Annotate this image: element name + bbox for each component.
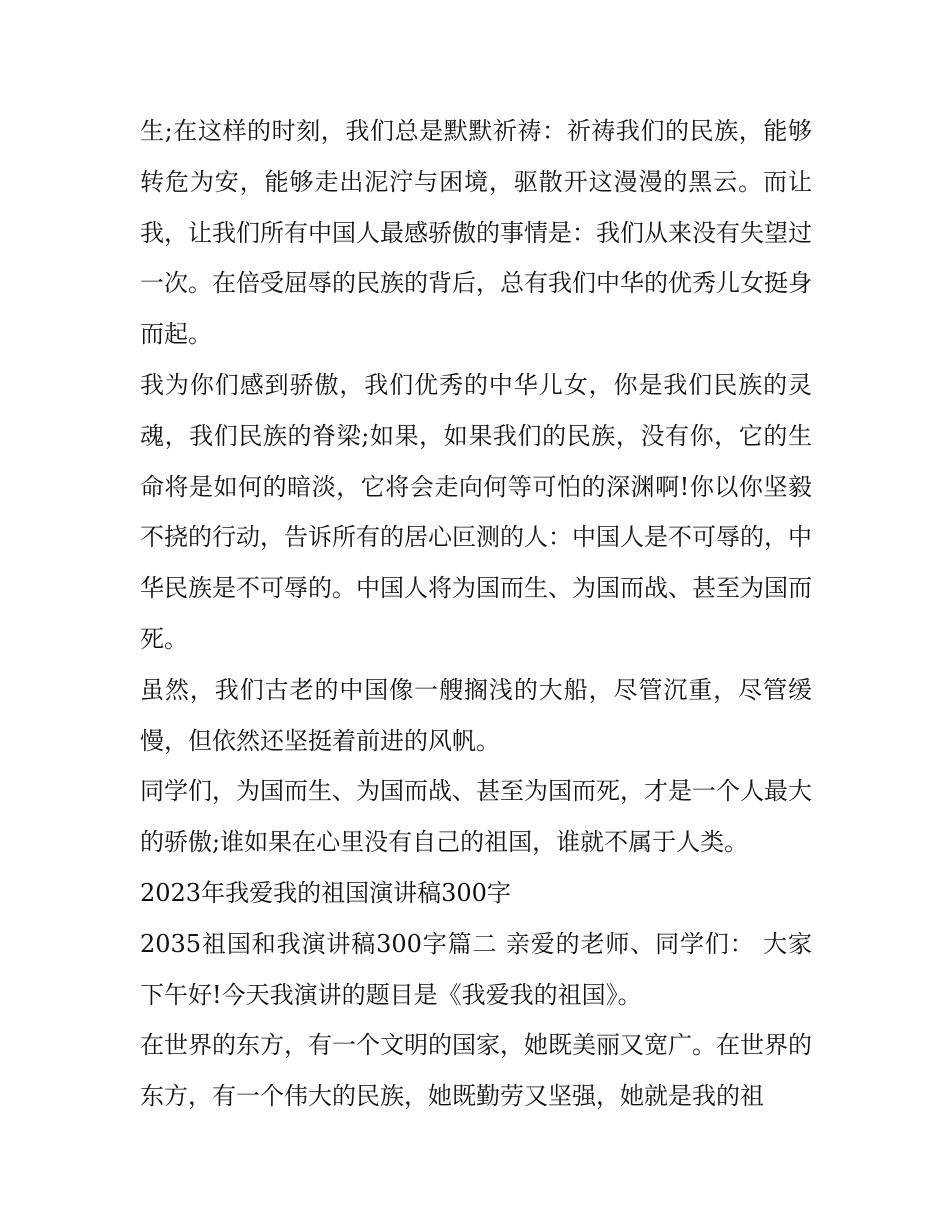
paragraph-6: 在世界的东方，有一个文明的国家，她既美丽又宽广。在世界的东方，有一个伟大的民族，她既勤劳又坚强，她就是我的祖 bbox=[140, 1031, 812, 1111]
paragraph-1: 生;在这样的时刻，我们总是默默祈祷：祈祷我们的民族，能够转危为安，能够走出泥泞与困境，驱散开这漫漫的黑云。而让我，让我们所有中国人最感骄傲的事情是：我们从来没有失望过一次。在倍受屈辱的民族的背后，总有我们中华的优秀儿女挺身而起。 bbox=[140, 117, 812, 349]
paragraph-4: 同学们，为国而生、为国而战、甚至为国而死，才是一个人最大的骄傲;谁如果在心里没有自己的祖国，谁就不属于人类。 bbox=[140, 777, 812, 857]
section-title: 2023年我爱我的祖国演讲稿300字 bbox=[140, 878, 511, 907]
document-body bbox=[140, 106, 812, 1122]
paragraph-2: 我为你们感到骄傲，我们优秀的中华儿女，你是我们民族的灵魂，我们民族的脊梁;如果，如果我们的民族，没有你，它的生命将是如何的暗淡，它将会走向何等可怕的深渊啊!你以你坚毅不挠的行动，告诉所有的居心叵测的人：中国人是不可辱的，中华民族是不可辱的。中国人将为国而生、为国而战、甚至为国而死。 bbox=[140, 370, 812, 653]
paragraph-5: 2035祖国和我演讲稿300字篇二 亲爱的老师、同学们： 大家下午好!今天我演讲的题目是《我爱我的祖国》。 bbox=[140, 929, 812, 1009]
paragraph-3: 虽然，我们古老的中国像一艘搁浅的大船，尽管沉重，尽管缓慢，但依然还坚挺着前进的风帆。 bbox=[140, 675, 812, 755]
